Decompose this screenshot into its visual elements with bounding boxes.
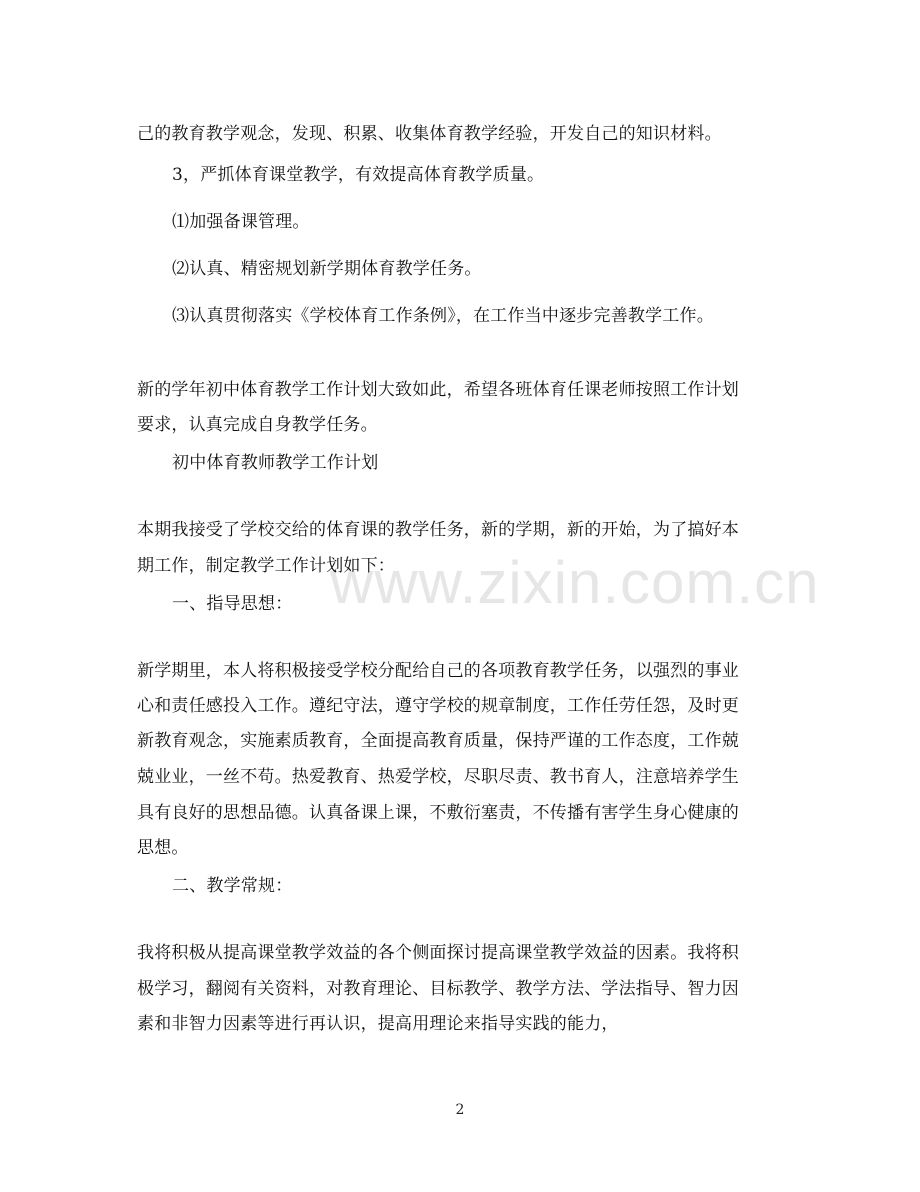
section-heading: 3，严抓体育课堂教学，有效提高体育教学质量。 [172,165,545,185]
text-line: 我将积极从提高课堂教学效益的各个侧面探讨提高课堂教学效益的因素。我将积 [137,943,739,963]
text-line: 新学期里，本人将积极接受学校分配给自己的各项教育教学任务，以强烈的事业 [137,661,739,681]
text-line: 具有良好的思想品德。认真备课上课，不敷衍塞责，不传播有害学生身心健康的 [137,803,739,823]
list-item: ⑶认真贯彻落实《学校体育工作条例》，在工作当中逐步完善教学工作。 [172,306,714,326]
text-line: 新教育观念，实施素质教育，全面提高教育质量，保持严谨的工作态度，工作兢 [137,731,739,751]
list-item: ⑵认真、精密规划新学期体育教学任务。 [172,259,482,279]
text-line: 要求，认真完成自身教学任务。 [137,415,378,435]
section-heading: 二、教学常规： [172,876,293,896]
list-item: ⑴加强备课管理。 [172,212,310,232]
text-line: 己的教育教学观念，发现、积累、收集体育教学经验，开发自己的知识材料。 [137,124,722,144]
text-line: 思想。 [137,838,189,858]
text-line: 新的学年初中体育教学工作计划大致如此，希望各班体育任课老师按照工作计划 [137,380,739,400]
page-number: 2 [455,1102,465,1118]
text-line: 期工作，制定教学工作计划如下： [137,556,395,576]
section-heading: 一、指导思想： [172,594,293,614]
text-line: 素和非智力因素等进行再认识，提高用理论来指导实践的能力， [137,1014,619,1034]
text-line: 心和责任感投入工作。遵纪守法，遵守学校的规章制度，工作任劳任怨，及时更 [137,696,739,716]
text-line: 本期我接受了学校交给的体育课的教学任务，新的学期，新的开始，为了搞好本 [137,520,739,540]
text-line: 兢业业，一丝不苟。热爱教育、热爱学校，尽职尽责、教书育人，注意培养学生 [137,767,739,787]
text-line: 极学习，翻阅有关资料，对教育理论、目标教学、教学方法、学法指导、智力因 [137,979,739,999]
watermark: www.zixin.com.cn [330,549,820,616]
document-title: 初中体育教师教学工作计划 [172,453,379,473]
